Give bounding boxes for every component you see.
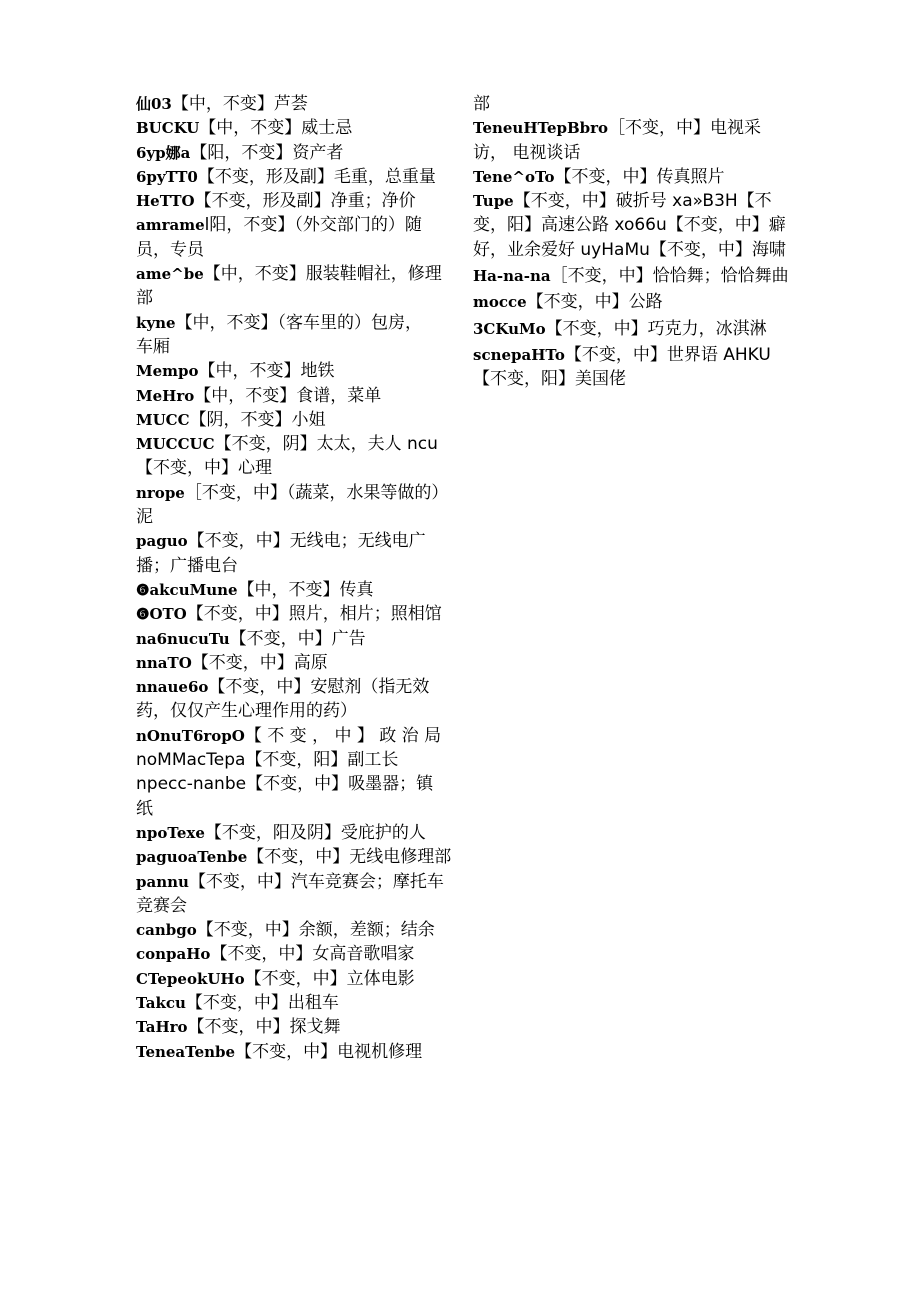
entry-definition: 【不变，中】照片，相片；照相馆 bbox=[186, 604, 442, 625]
dictionary-entry bbox=[136, 384, 454, 408]
entry-definition: 【不变，中】女高音歌唱家 bbox=[210, 944, 415, 965]
left-column bbox=[136, 92, 454, 1064]
dictionary-entry bbox=[136, 870, 454, 919]
entry-headword: Takcu bbox=[136, 993, 186, 1012]
entry-definition: 【不变，中】余额，差额；结余 bbox=[196, 920, 435, 941]
entry-headword: canbgo bbox=[136, 921, 197, 940]
entry-definition: 【不变，中】无线电修理部 bbox=[247, 847, 452, 868]
dictionary-entry bbox=[136, 724, 454, 821]
entry-headword: amrame bbox=[136, 216, 205, 235]
entry-headword: HeTTO bbox=[136, 192, 195, 211]
entry-definition: 【不变，形及副】毛重，总重量 bbox=[197, 166, 436, 187]
entry-definition: 【中，不变】服装鞋帽社，修理部 bbox=[136, 264, 442, 309]
entry-headword: mocce bbox=[473, 293, 527, 312]
dictionary-entry bbox=[136, 821, 454, 845]
entry-headword: kyne bbox=[136, 313, 176, 332]
entry-definition: 【不变，中】破折号 xa»B3H【不变，阳】高速公路 xo66u【不变，中】癖好，业余爱好 uyHaMu【不变，中】海啸 bbox=[473, 191, 786, 260]
entry-definition: 【中，不变】威士忌 bbox=[199, 118, 353, 139]
entry-headword: nOnuT6ropO bbox=[136, 726, 245, 745]
entry-headword: 仙03 bbox=[136, 95, 172, 113]
entry-headword: MUCCUC bbox=[136, 435, 215, 454]
dictionary-entry bbox=[136, 213, 454, 262]
dictionary-entry bbox=[473, 92, 793, 116]
entry-headword: 3CKuMo bbox=[473, 319, 546, 338]
entry-definition: 【不变，中】世界语 AHKU【不变，阳】美国佬 bbox=[473, 344, 771, 390]
dictionary-entry bbox=[136, 675, 454, 724]
entry-definition: ［不变，中】电视采访， 电视谈话 bbox=[473, 118, 762, 163]
entry-headword: 6yp娜a bbox=[136, 143, 191, 162]
dictionary-entry bbox=[136, 262, 454, 311]
entry-definition: 【不变，中】公路 bbox=[526, 292, 663, 313]
entry-headword: paguo bbox=[136, 532, 188, 551]
dictionary-entry bbox=[473, 264, 793, 288]
entry-headword: Mempo bbox=[136, 362, 199, 381]
dictionary-entry bbox=[136, 602, 454, 626]
entry-definition: 部 bbox=[473, 94, 490, 114]
dictionary-entry bbox=[136, 189, 454, 213]
entry-definition: 【 不 变 ， 中 】 政 治 局 noMMacTepa【不变，阳】副工长 npecc-nanbe【不变，中】吸墨器；镇 纸 bbox=[136, 725, 447, 819]
dictionary-entry bbox=[136, 165, 454, 189]
dictionary-entry bbox=[473, 317, 793, 341]
entry-definition: 【阳，不变】资产者 bbox=[190, 142, 344, 163]
dictionary-entry bbox=[136, 529, 454, 578]
entry-headword: Tene^oTo bbox=[473, 167, 555, 186]
dictionary-entry bbox=[136, 967, 454, 991]
entry-headword: ❻OTO bbox=[136, 605, 187, 624]
entry-headword: MeHro bbox=[136, 386, 195, 405]
entry-definition: 【阴，不变】小姐 bbox=[189, 409, 326, 430]
entry-definition: ［不变，中】恰恰舞；恰恰舞曲 bbox=[550, 266, 789, 287]
entry-definition: 【不变，中】无线电；无线电广播；广播电台 bbox=[136, 531, 426, 576]
entry-definition: 【中，不变】地铁 bbox=[198, 361, 335, 382]
dictionary-entry bbox=[136, 92, 454, 116]
right-column bbox=[473, 92, 793, 392]
dictionary-entry bbox=[136, 991, 454, 1015]
entry-definition: 【不变，阴】太太，夫人 ncu【不变，中】心理 bbox=[136, 434, 438, 479]
dictionary-entry bbox=[136, 116, 454, 140]
entry-headword: MUCC bbox=[136, 410, 190, 429]
dictionary-entry bbox=[136, 578, 454, 602]
dictionary-entry bbox=[136, 845, 454, 869]
entry-definition: 【不变，中】立体电影 bbox=[244, 968, 415, 989]
entry-definition: 【不变，中】电视机修理 bbox=[235, 1041, 423, 1062]
dictionary-entry bbox=[136, 408, 454, 432]
dictionary-entry bbox=[136, 918, 454, 942]
dictionary-entry bbox=[473, 165, 793, 189]
entry-headword: Ha-na-na bbox=[473, 267, 551, 286]
entry-headword: nnaTO bbox=[136, 653, 192, 672]
entry-definition: 【不变，形及副】净重；净价 bbox=[194, 191, 416, 212]
dictionary-entry bbox=[473, 189, 793, 262]
dictionary-entry bbox=[136, 1015, 454, 1039]
dictionary-entry bbox=[136, 627, 454, 651]
entry-definition: 【中，不变】芦荟 bbox=[171, 94, 308, 114]
entry-definition: 【中，不变】传真 bbox=[237, 579, 374, 600]
entry-definition: 【不变，中】安慰剂（指无效药，仅仅产生心理作用的药） bbox=[136, 677, 430, 722]
dictionary-entry bbox=[473, 290, 793, 314]
dictionary-entry bbox=[136, 651, 454, 675]
entry-headword: TeneuHTepBbro bbox=[473, 119, 609, 138]
dictionary-entry bbox=[136, 1040, 454, 1064]
entry-headword: Tupe bbox=[473, 192, 514, 211]
entry-headword: conpaHo bbox=[136, 945, 211, 964]
entry-headword: TaHro bbox=[136, 1018, 188, 1037]
dictionary-entry bbox=[136, 141, 454, 165]
entry-definition: 【不变，中】探戈舞 bbox=[187, 1017, 341, 1038]
entry-headword: npoTexe bbox=[136, 823, 205, 842]
entry-headword: ❻akcuMune bbox=[136, 580, 238, 599]
entry-definition: ［不变，中】（蔬菜，水果等做的） 泥 bbox=[136, 482, 454, 528]
entry-headword: ame^be bbox=[136, 265, 204, 284]
dictionary-entry bbox=[136, 311, 454, 360]
entry-headword: BUCKU bbox=[136, 119, 200, 138]
entry-headword: nnaue6o bbox=[136, 678, 209, 697]
entry-definition: l阳，不变】（外交部门的）随员，专员 bbox=[136, 215, 422, 260]
entry-definition: 【不变，中】传真照片 bbox=[554, 166, 725, 187]
dictionary-entry bbox=[136, 481, 454, 530]
entry-definition: 【不变，中】广告 bbox=[229, 628, 366, 649]
dictionary-entry bbox=[136, 359, 454, 383]
entry-definition: 【不变，中】出租车 bbox=[185, 992, 339, 1013]
entry-headword: CTepeokUHo bbox=[136, 969, 245, 988]
entry-definition: 【不变，阳及阴】受庇护的人 bbox=[204, 822, 426, 843]
entry-definition: 【中，不变】（客车里的）包房， 车厢 bbox=[136, 312, 423, 357]
entry-headword: TeneaTenbe bbox=[136, 1042, 236, 1061]
entry-headword: nrope bbox=[136, 483, 185, 502]
dictionary-entry bbox=[136, 432, 454, 481]
entry-definition: 【中，不变】食谱，菜单 bbox=[194, 385, 382, 406]
entry-headword: paguoaTenbe bbox=[136, 848, 248, 867]
dictionary-entry bbox=[473, 116, 793, 165]
dictionary-entry bbox=[136, 942, 454, 966]
entry-definition: 【不变，中】汽车竞赛会；摩托车竞赛会 bbox=[136, 871, 444, 916]
entry-headword: 6pyTT0 bbox=[136, 167, 198, 186]
entry-definition: 【不变，中】高原 bbox=[191, 652, 328, 673]
entry-headword: na6nucuTu bbox=[136, 629, 230, 648]
entry-headword: scnepaHTo bbox=[473, 345, 565, 364]
dictionary-entry bbox=[473, 343, 793, 392]
entry-definition: 【不变，中】巧克力，冰淇淋 bbox=[545, 318, 767, 339]
entry-headword: pannu bbox=[136, 872, 189, 891]
